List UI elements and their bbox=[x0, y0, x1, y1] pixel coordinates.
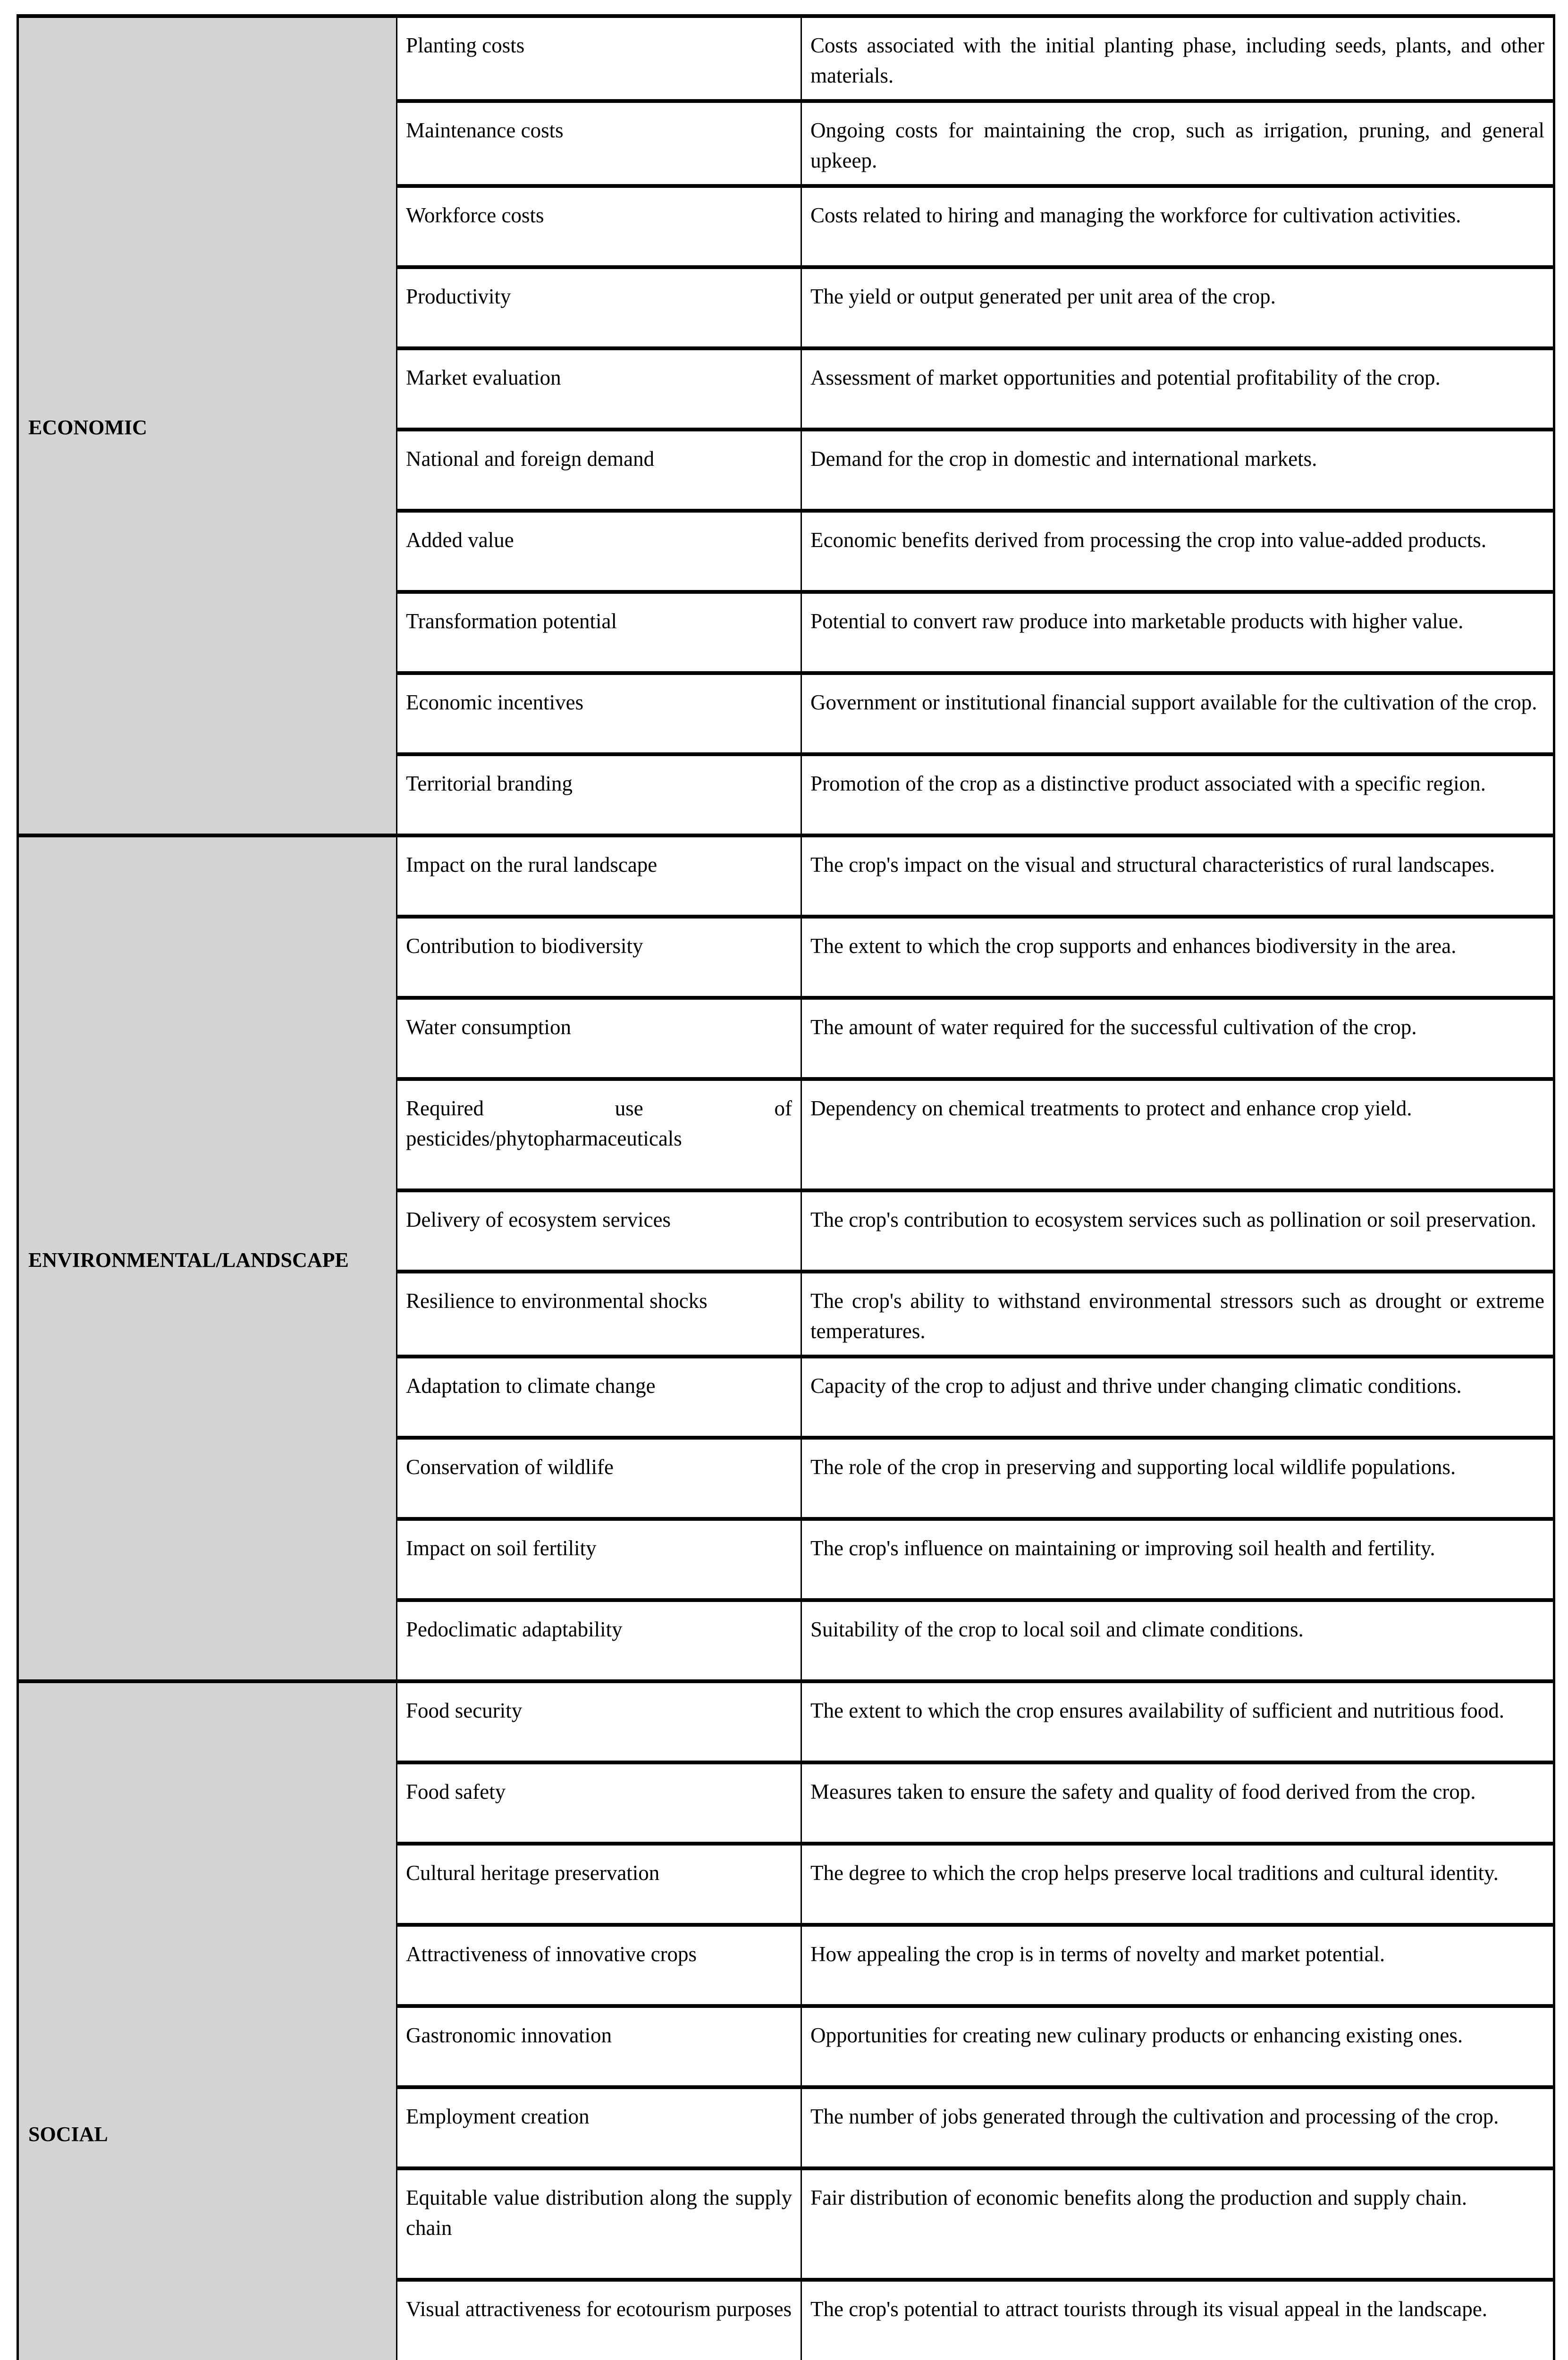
description-cell: The role of the crop in preserving and supporting local wildlife populations. bbox=[801, 1438, 1554, 1519]
category-cell: ECONOMIC bbox=[18, 16, 397, 835]
criterion-cell: Impact on soil fertility bbox=[397, 1519, 801, 1600]
description-cell: Dependency on chemical treatments to protect and enhance crop yield. bbox=[801, 1079, 1554, 1190]
criterion-cell: Gastronomic innovation bbox=[397, 2006, 801, 2087]
criterion-cell: Market evaluation bbox=[397, 348, 801, 430]
description-cell: The extent to which the crop ensures availability of sufficient and nutritious food. bbox=[801, 1681, 1554, 1762]
criterion-cell: Adaptation to climate change bbox=[397, 1357, 801, 1438]
table-row bbox=[18, 1681, 1554, 1762]
criterion-cell: Delivery of ecosystem services bbox=[397, 1190, 801, 1272]
description-cell: Fair distribution of economic benefits along the production and supply chain. bbox=[801, 2168, 1554, 2280]
criterion-cell: Transformation potential bbox=[397, 592, 801, 673]
table-row bbox=[18, 835, 1554, 917]
description-cell: Capacity of the crop to adjust and thrive under changing climatic conditions. bbox=[801, 1357, 1554, 1438]
criterion-cell: Equitable value distribution along the supply chain bbox=[397, 2168, 801, 2280]
description-cell: The crop's impact on the visual and structural characteristics of rural landscapes. bbox=[801, 835, 1554, 917]
description-cell: Government or institutional financial support available for the cultivation of the crop. bbox=[801, 673, 1554, 754]
criteria-table bbox=[17, 14, 1555, 2360]
criterion-cell: Resilience to environmental shocks bbox=[397, 1272, 801, 1357]
criterion-cell: Food security bbox=[397, 1681, 801, 1762]
criterion-cell: Attractiveness of innovative crops bbox=[397, 1925, 801, 2006]
description-cell: Costs associated with the initial planting phase, including seeds, plants, and other materials. bbox=[801, 16, 1554, 101]
category-cell: SOCIAL bbox=[18, 1681, 397, 2360]
description-cell: Opportunities for creating new culinary products or enhancing existing ones. bbox=[801, 2006, 1554, 2087]
description-cell: Measures taken to ensure the safety and quality of food derived from the crop. bbox=[801, 1762, 1554, 1844]
description-cell: The number of jobs generated through the cultivation and processing of the crop. bbox=[801, 2087, 1554, 2168]
criteria-table-body bbox=[18, 16, 1554, 2360]
description-cell: Promotion of the crop as a distinctive product associated with a specific region. bbox=[801, 754, 1554, 835]
description-cell: The extent to which the crop supports and enhances biodiversity in the area. bbox=[801, 917, 1554, 998]
description-cell: Potential to convert raw produce into marketable products with higher value. bbox=[801, 592, 1554, 673]
criterion-cell: Economic incentives bbox=[397, 673, 801, 754]
description-cell: The yield or output generated per unit area of the crop. bbox=[801, 267, 1554, 348]
description-cell: Economic benefits derived from processing the crop into value-added products. bbox=[801, 511, 1554, 592]
criterion-cell: Workforce costs bbox=[397, 186, 801, 267]
criterion-cell: Food safety bbox=[397, 1762, 801, 1844]
description-cell: Assessment of market opportunities and potential profitability of the crop. bbox=[801, 348, 1554, 430]
criterion-cell: Planting costs bbox=[397, 16, 801, 101]
criterion-cell: Cultural heritage preservation bbox=[397, 1844, 801, 1925]
criterion-cell: National and foreign demand bbox=[397, 430, 801, 511]
description-cell: Ongoing costs for maintaining the crop, such as irrigation, pruning, and general upkeep. bbox=[801, 101, 1554, 186]
criterion-cell: Contribution to biodiversity bbox=[397, 917, 801, 998]
description-cell: Costs related to hiring and managing the workforce for cultivation activities. bbox=[801, 186, 1554, 267]
criterion-cell: Pedoclimatic adaptability bbox=[397, 1600, 801, 1681]
criterion-cell: Impact on the rural landscape bbox=[397, 835, 801, 917]
category-cell: ENVIRONMENTAL/LANDSCAPE bbox=[18, 835, 397, 1681]
table-row bbox=[18, 16, 1554, 101]
description-cell: The crop's influence on maintaining or improving soil health and fertility. bbox=[801, 1519, 1554, 1600]
criterion-cell: Added value bbox=[397, 511, 801, 592]
criterion-cell: Territorial branding bbox=[397, 754, 801, 835]
description-cell: The crop's potential to attract tourists through its visual appeal in the landscape. bbox=[801, 2280, 1554, 2360]
description-cell: Suitability of the crop to local soil and climate conditions. bbox=[801, 1600, 1554, 1681]
description-cell: The crop's contribution to ecosystem services such as pollination or soil preservation. bbox=[801, 1190, 1554, 1272]
criterion-cell: Visual attractiveness for ecotourism purposes bbox=[397, 2280, 801, 2360]
criterion-cell: Employment creation bbox=[397, 2087, 801, 2168]
criterion-cell: Water consumption bbox=[397, 998, 801, 1079]
criterion-cell: Required use of pesticides/phytopharmaceuticals bbox=[397, 1079, 801, 1190]
criterion-cell: Maintenance costs bbox=[397, 101, 801, 186]
description-cell: The crop's ability to withstand environmental stressors such as drought or extreme temperatures. bbox=[801, 1272, 1554, 1357]
criterion-cell: Conservation of wildlife bbox=[397, 1438, 801, 1519]
description-cell: The degree to which the crop helps preserve local traditions and cultural identity. bbox=[801, 1844, 1554, 1925]
description-cell: The amount of water required for the successful cultivation of the crop. bbox=[801, 998, 1554, 1079]
description-cell: How appealing the crop is in terms of novelty and market potential. bbox=[801, 1925, 1554, 2006]
criterion-cell: Productivity bbox=[397, 267, 801, 348]
description-cell: Demand for the crop in domestic and international markets. bbox=[801, 430, 1554, 511]
